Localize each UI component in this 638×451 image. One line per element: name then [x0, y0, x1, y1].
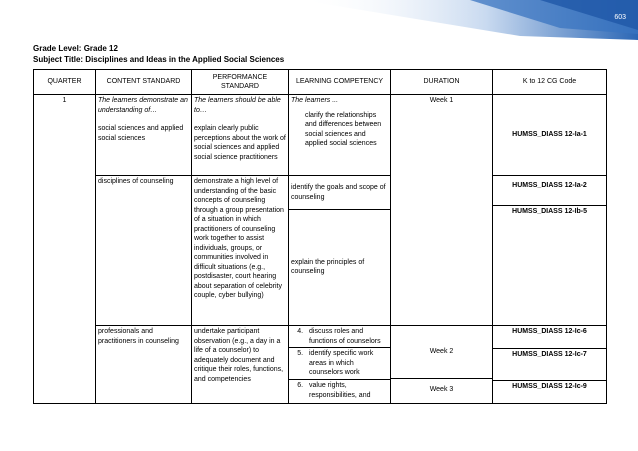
cg-code: HUMSS_DIASS 12-Ic-6 — [512, 328, 587, 335]
cg-code: HUMSS_DIASS 12-Ic-7 — [493, 348, 606, 380]
competency-list-block — [289, 326, 390, 347]
header-duration: DURATION — [391, 70, 493, 95]
cg-code: HUMSS_DIASS 12-Ia-2 — [512, 182, 587, 189]
competency-item: 5. identify specific work areas in which counselors work — [305, 349, 388, 378]
header-cg-code: K to 12 CG Code — [493, 70, 607, 95]
header-banner — [0, 0, 638, 40]
table-header-row — [34, 70, 607, 95]
content-cell — [96, 95, 192, 176]
cg-code-cell: HUMSS_DIASS 12-Ia-1 — [493, 95, 607, 176]
competency-list-block — [289, 379, 390, 401]
table-row — [34, 95, 607, 176]
competency-cell — [289, 95, 391, 176]
header-content-standard: CONTENT STANDARD — [96, 70, 192, 95]
content-intro: The learners demonstrate an understanding of… — [98, 97, 188, 114]
cg-code: HUMSS_DIASS 12-Ic-9 — [493, 380, 606, 403]
header-learning-competency: LEARNING COMPETENCY — [289, 70, 391, 95]
duration-week-3: Week 3 — [391, 378, 492, 401]
competency-item: 4. discuss roles and functions of counselors — [305, 327, 388, 346]
quarter-cell: 1 — [34, 95, 96, 404]
performance-cell: undertake participant observation (e.g., a day in a life of a counselor) to adequately document and critique their roles, functions, and competencies — [192, 326, 289, 404]
curriculum-table — [33, 69, 607, 404]
competency-item: explain the principles of counseling — [289, 209, 390, 324]
competency-item: 6. value rights, responsibilities, and — [305, 381, 388, 400]
competency-cell — [289, 176, 391, 326]
competency-intro: The learners ... — [291, 97, 339, 104]
competency-item: identify the goals and scope of counseling — [291, 184, 386, 201]
performance-cell: demonstrate a high level of understanding of the basic concepts of counseling through a group presentation of a situation in which practitioners of counseling work together to assist individuals, groups, or communities involved in difficult situations (e.g., postdisaster, court hearing about separation of celebrity couple, cyber bullying) — [192, 176, 289, 326]
performance-intro: The learners should be able to… — [194, 97, 281, 114]
grade-level: Grade Level: Grade 12 — [33, 44, 118, 53]
header-performance-standard: PERFORMANCE STANDARD — [192, 70, 289, 95]
cg-code-cell — [493, 326, 607, 404]
duration-week-2: Week 2 — [429, 348, 454, 356]
table-row — [34, 176, 607, 326]
competency-item: clarify the relationships and differences between social sciences and applied social sciences — [305, 111, 382, 147]
duration-cell — [391, 326, 493, 404]
content-cell: disciplines of counseling — [96, 176, 192, 326]
table-row — [34, 326, 607, 404]
subject-title: Subject Title: Disciplines and Ideas in the Applied Social Sciences — [33, 55, 285, 64]
performance-cell — [192, 95, 289, 176]
header-quarter: QUARTER — [34, 70, 96, 95]
content-item: social sciences and applied social sciences — [98, 125, 184, 142]
duration-cell: Week 1 — [391, 95, 493, 326]
cg-code-cell — [493, 176, 607, 326]
performance-item: explain clearly public perceptions about the work of social sciences and applied social science practitioners — [194, 125, 286, 161]
competency-list-block — [289, 347, 390, 379]
content-cell: professionals and practitioners in counseling — [96, 326, 192, 404]
competency-cell — [289, 326, 391, 404]
page-number: 603 — [614, 14, 626, 21]
cg-code: HUMSS_DIASS 12-Ib-5 — [493, 205, 606, 322]
